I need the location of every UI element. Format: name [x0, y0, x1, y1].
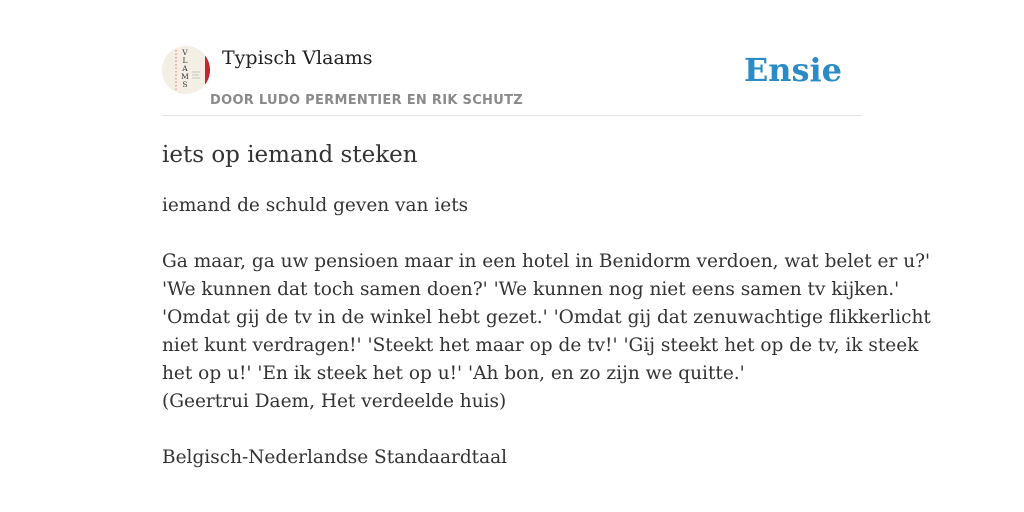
logo-letter: V	[182, 48, 188, 57]
quote-line: 'We kunnen dat toch samen doen?' 'We kunnen nog niet eens samen tv kijken.'	[162, 279, 900, 300]
byline: DOOR LUDO PERMENTIER EN RIK SCHUTZ	[210, 93, 523, 108]
entry-language-label: Belgisch-Nederlandse Standaardtaal	[162, 447, 508, 468]
entry-definition: iemand de schuld geven van iets	[162, 195, 469, 216]
quote-line: 'Omdat gij de tv in de winkel hebt gezet.' 'Omdat gij dat zenuwachtige flikkerlicht	[162, 307, 931, 328]
logo-letter: M	[181, 72, 189, 81]
header	[162, 0, 862, 116]
logo-letter: A	[182, 64, 188, 73]
entry-quote	[162, 248, 931, 416]
quote-line: niet kunt verdragen!' 'Steekt het maar op de tv!' 'Gij steekt het op de tv, ik steek	[162, 335, 919, 356]
logo-letter: L	[182, 56, 188, 65]
book-logo-icon[interactable]	[162, 46, 210, 94]
content	[162, 0, 931, 468]
entry-title: iets op iemand steken	[162, 142, 418, 168]
book-logo-graphic	[162, 46, 210, 94]
quote-line: Ga maar, ga uw pensioen maar in een hotel in Benidorm verdoen, wat belet er u?'	[162, 251, 931, 272]
quote-source: (Geertrui Daem, Het verdeelde huis)	[162, 391, 507, 412]
spacer	[162, 416, 862, 444]
entry-body	[162, 192, 931, 472]
logo-letter: S	[182, 80, 188, 89]
book-title[interactable]: Typisch Vlaams	[222, 47, 373, 69]
spacer	[162, 220, 862, 248]
quote-line: het op u!' 'En ik steek het op u!' 'Ah bon, en zo zijn we quitte.'	[162, 363, 745, 384]
ensie-brand-logo[interactable]: Ensie	[743, 51, 842, 89]
